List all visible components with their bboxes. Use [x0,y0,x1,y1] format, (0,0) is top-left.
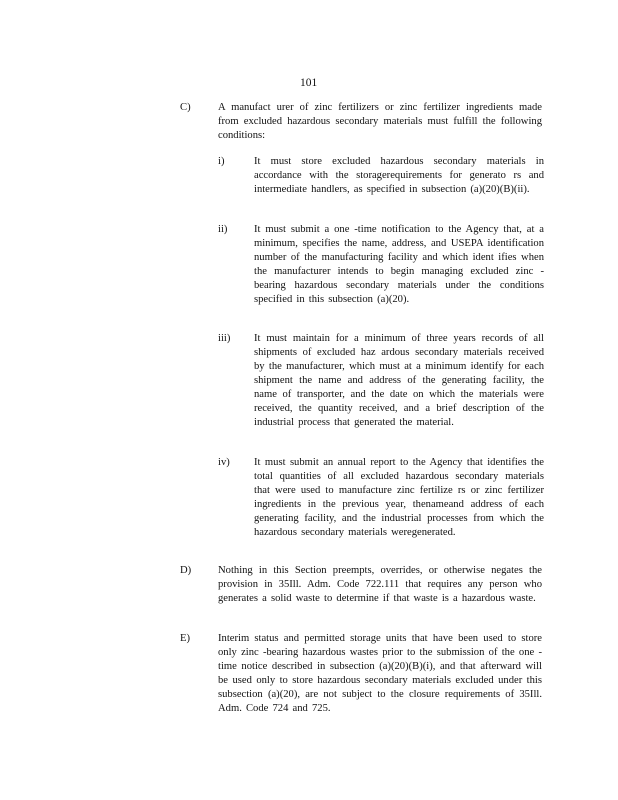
item-c-i-label: i) [218,156,225,167]
item-c-iv-text: It must submit an annual report to the Agency that identifies the total quantities of all excluded hazardous secondary materials that were used to manufacture zinc fertilize rs or zinc fertilizer ingredients in the previous year, thenameand address of each generating facility, and the industrial processes from which the hazardous secondary materials weregenerated. [254,457,544,538]
item-c-i-text: It must store excluded hazardous secondary materials in accordance with the storagerequirements for generato rs and intermediate handlers, as specified in subsection (a)(20)(B)(ii). [254,156,544,195]
item-c-iii-label: iii) [218,333,231,344]
item-c-ii-label: ii) [218,224,228,235]
item-c-ii-text: It must submit a one -time notification to the Agency that, at a minimum, specifies the name, address, and USEPA identification number of the manufacturing facility and which ident ifies when the manufacturer intends to begin managing excluded zinc -bearing hazardous secondary materials under the conditions specified in this subsection (a)(20). [254,224,544,305]
section-e-text: Interim status and permitted storage units that have been used to store only zinc -bearing hazardous wastes prior to the submission of the one -time notice described in subsection (a)(20)(B)(i), and that afterward will be used only to store hazardous secondary materials excluded under this subsection (a)(20), are not subject to the closure requirements of 35Ill. Adm. Code 724 and 725. [218,633,542,714]
section-e-label: E) [180,633,190,644]
section-c-text: A manufact urer of zinc fertilizers or zinc fertilizer ingredients made from excluded hazardous secondary materials must fulfill the following conditions: [218,102,542,141]
section-d-label: D) [180,565,192,576]
page-number: 101 [300,77,318,89]
item-c-iii-text: It must maintain for a minimum of three years records of all shipments of excluded haz ardous secondary materials received by the manufacturer, which must at a minimum identify for each shipment the name and address of the generating facility, the name of transporter, and the date on which the materials were received, the quantity received, and a brief description of the industrial process that generated the material. [254,333,544,428]
item-c-iv-label: iv) [218,457,230,468]
section-d-text: Nothing in this Section preempts, overrides, or otherwise negates the provision in 35Ill. Adm. Code 722.111 that requires any person who generates a solid waste to determine if that waste is a hazardous waste. [218,565,542,604]
section-c-label: C) [180,102,191,113]
